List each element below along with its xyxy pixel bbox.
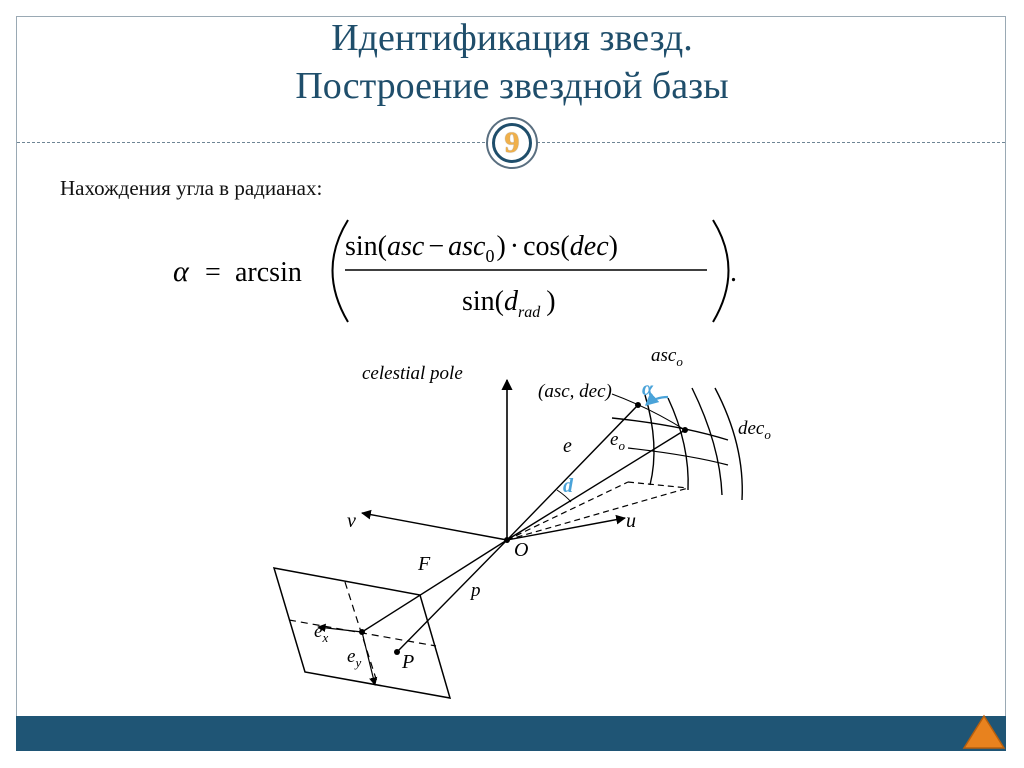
label-v: v — [347, 510, 356, 532]
label-F: F — [418, 553, 431, 575]
ray-p — [397, 540, 507, 652]
label-P: P — [402, 651, 415, 673]
label-p: p — [471, 580, 481, 601]
label-ey: $e_y$ — [347, 646, 362, 670]
label-e: e — [563, 435, 572, 457]
label-u: u — [626, 510, 636, 532]
dashed-line-3 — [628, 482, 688, 488]
section-subtitle: Нахождения угла в радианах: — [60, 176, 323, 200]
slide-number: 9 — [492, 123, 532, 163]
label-d: d — [563, 475, 573, 497]
grid-asc-curve-2 — [668, 398, 688, 490]
label-asco: asc$_o$ — [651, 345, 683, 369]
right-paren — [713, 220, 729, 322]
label-O: O — [514, 539, 529, 561]
formula-alpha: α — [173, 255, 189, 288]
label-deco: dec$_o$ — [738, 418, 771, 442]
arcsin-formula — [165, 212, 765, 327]
star-point — [635, 402, 641, 408]
star-point-o — [682, 427, 688, 433]
label-celestial-pole: celestial pole — [362, 363, 463, 384]
formula-equals: = — [205, 257, 221, 288]
formula-arcsin: arcsin — [235, 257, 302, 288]
grid-asc-curve-4 — [715, 388, 742, 500]
dashed-line-1 — [507, 488, 688, 540]
label-alpha: α — [642, 378, 654, 400]
footer-bar — [16, 716, 1006, 751]
formula-denominator: $\sin(d_{rad}$ ) — [462, 286, 556, 321]
label-asc-dec: (asc, dec) — [538, 381, 612, 402]
title-line-2: Построение звездной базы — [295, 65, 729, 107]
title-line-1: Идентификация звезд. — [331, 17, 693, 59]
v-axis — [362, 513, 507, 540]
formula-period: . — [730, 257, 737, 288]
focal-line-F — [362, 540, 507, 632]
celestial-geometry-diagram — [0, 340, 1024, 710]
label-ex: $e_x$ — [314, 621, 329, 645]
slide-title — [0, 14, 1024, 110]
plane-center-point — [359, 629, 365, 635]
slide-number-badge — [486, 117, 538, 169]
ey-arrow — [362, 632, 375, 685]
grid-asc-curve-3 — [692, 388, 722, 495]
point-P — [394, 649, 400, 655]
formula-numerator: sin(asc − asc$_0$) · cos(dec) — [345, 231, 618, 266]
label-eo: $e_o$ — [610, 429, 625, 453]
triangle-up-icon[interactable] — [962, 714, 1006, 750]
